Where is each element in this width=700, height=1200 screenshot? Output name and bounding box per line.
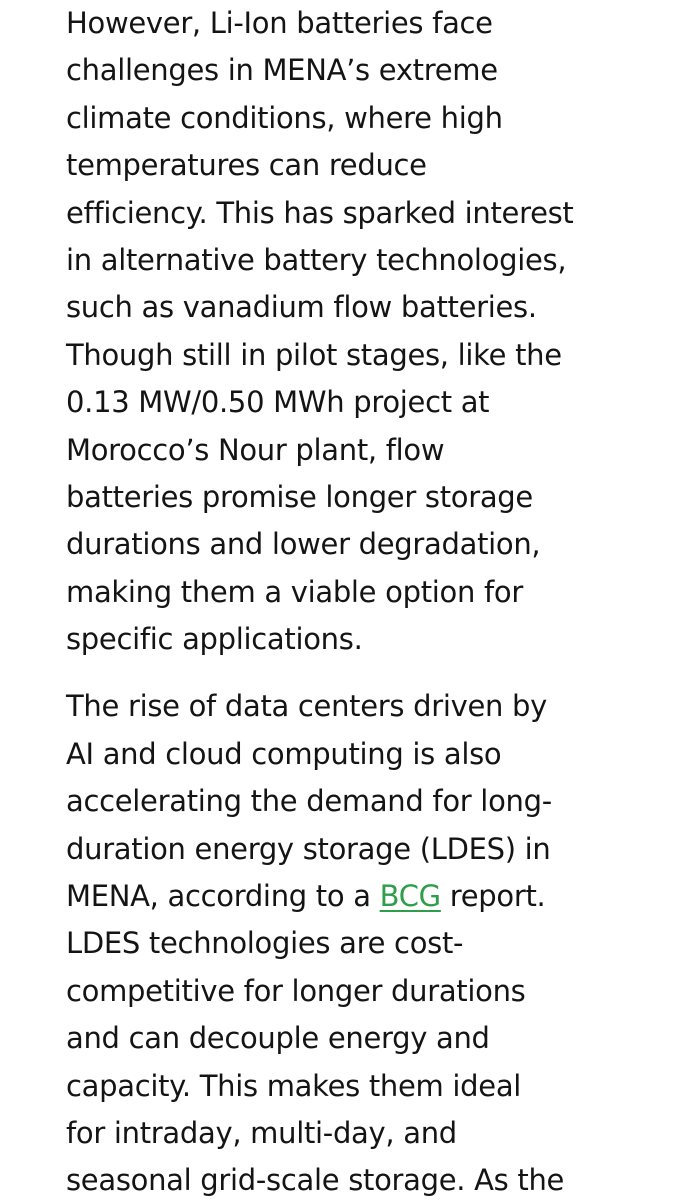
- text-line: competitive for longer durations: [66, 973, 526, 1008]
- text-line: durations and lower degradation,: [66, 527, 541, 562]
- text-line: duration energy storage (LDES) in: [66, 831, 551, 866]
- text-line: such as vanadium flow batteries.: [66, 290, 537, 325]
- text-line: in alternative battery technologies,: [66, 242, 567, 277]
- text-line: Morocco’s Nour plant, flow: [66, 432, 445, 467]
- text-line: 0.13 MW/0.50 MWh project at: [66, 385, 490, 420]
- text-line: LDES technologies are cost-: [66, 926, 464, 961]
- article-body: [66, 0, 666, 1200]
- text-line: for intraday, multi-day, and: [66, 1115, 457, 1150]
- text-line: climate conditions, where high: [66, 100, 503, 135]
- text-line: making them a viable option for: [66, 574, 523, 609]
- text-line: efficiency. This has sparked interest: [66, 195, 574, 230]
- text-line: and can decouple energy and: [66, 1021, 490, 1056]
- text-line-with-link: [66, 873, 666, 920]
- text-line: batteries promise longer storage: [66, 479, 533, 514]
- paragraph-data-centers-ldes: [66, 683, 666, 1200]
- text-line: Though still in pilot stages, like the: [66, 337, 562, 372]
- text-line: challenges in MENA’s extreme: [66, 53, 498, 88]
- text-line: The rise of data centers driven by: [66, 689, 548, 724]
- text-line: However, Li-Ion batteries face: [66, 6, 493, 40]
- text-line: AI and cloud computing is also: [66, 736, 502, 771]
- paragraph-li-ion-challenges: [66, 0, 666, 663]
- text-segment: report.: [440, 879, 546, 914]
- text-line: temperatures can reduce: [66, 148, 427, 183]
- text-line: accelerating the demand for long-: [66, 784, 552, 819]
- text-segment: MENA, according to a: [66, 879, 380, 914]
- text-line: capacity. This makes them ideal: [66, 1068, 522, 1103]
- bcg-report-link[interactable]: BCG: [379, 879, 441, 914]
- text-line: seasonal grid-scale storage. As the: [66, 1163, 565, 1198]
- text-line: specific applications.: [66, 622, 363, 657]
